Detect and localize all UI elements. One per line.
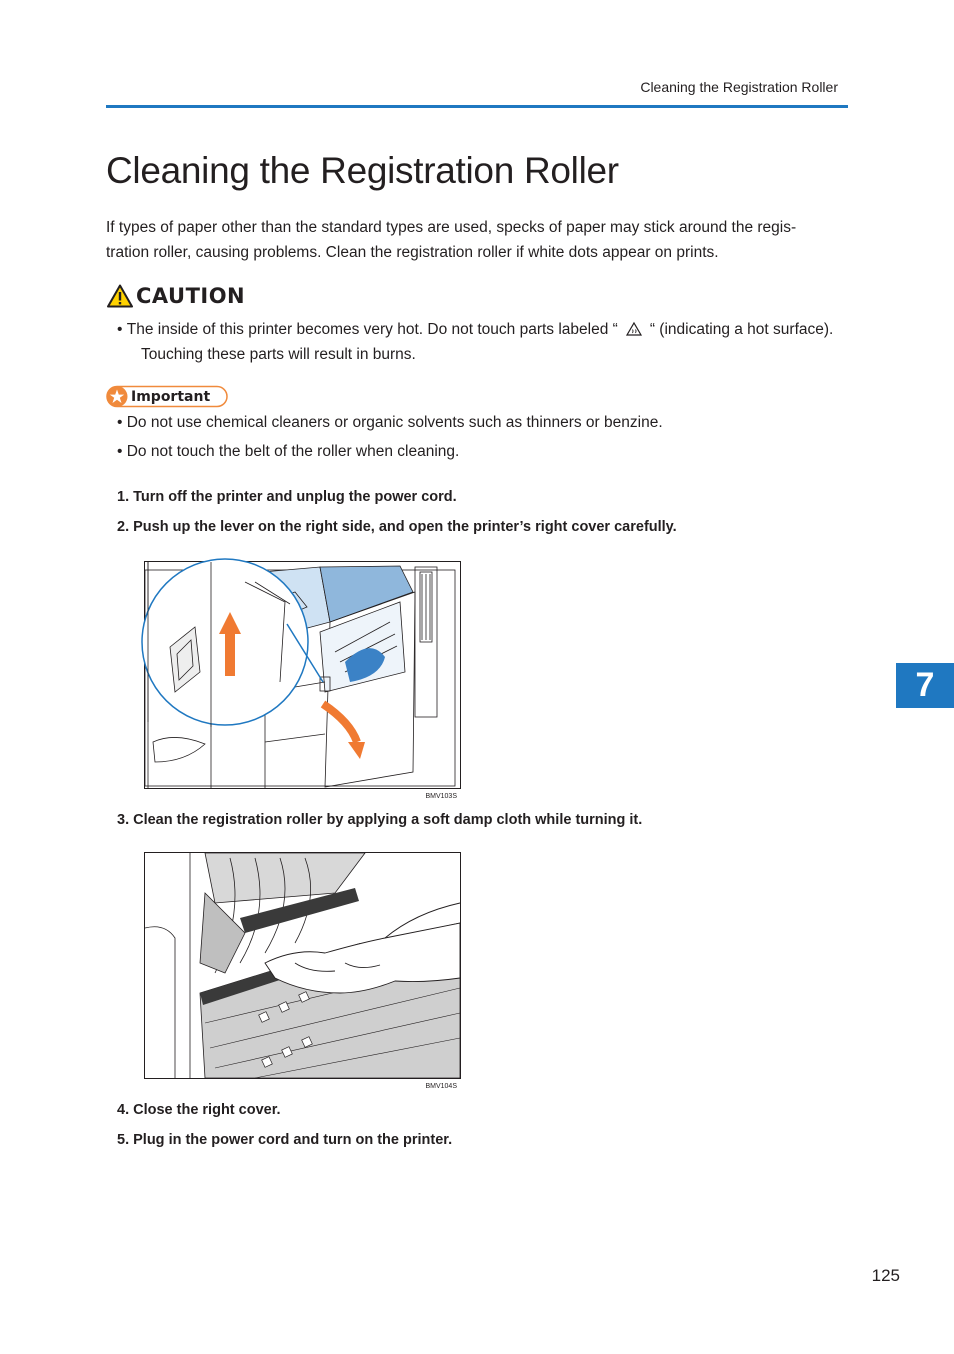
intro-line-1: If types of paper other than the standard types are used, specks of paper may stick around the regis- <box>106 219 797 236</box>
figure-clean-roller <box>144 852 461 1090</box>
step-4: 4. Close the right cover. <box>117 1102 281 1118</box>
important-item: • Do not use chemical cleaners or organic solvents such as thinners or benzine. <box>117 414 663 431</box>
running-head: Cleaning the Registration Roller <box>640 79 838 95</box>
chapter-tab: 7 <box>896 663 954 708</box>
figure-open-cover <box>144 561 461 800</box>
important-badge-frame <box>106 385 228 408</box>
page-title: Cleaning the Registration Roller <box>106 150 619 191</box>
figure-code: BMV103S <box>425 793 457 800</box>
caution-label: CAUTION <box>136 284 246 308</box>
caution-heading <box>107 283 245 309</box>
caution-text-start: The inside of this printer becomes very hot. Do not touch parts labeled “ <box>126 321 618 338</box>
intro-line-2: tration roller, causing problems. Clean the registration roller if white dots appear on prints. <box>106 244 719 261</box>
important-list <box>117 414 663 472</box>
header-rule <box>106 105 848 108</box>
warning-triangle-icon <box>107 284 133 308</box>
page-number: 125 <box>871 1266 900 1285</box>
important-badge <box>106 385 228 408</box>
printer-illustration <box>145 562 460 788</box>
step-5: 5. Plug in the power cord and turn on the printer. <box>117 1132 453 1148</box>
caution-text-end: “ (indicating a hot surface). <box>649 321 834 338</box>
open-arrow-icon <box>323 704 365 759</box>
figure-code: BMV104S <box>425 1083 457 1090</box>
intro-paragraph <box>106 215 851 265</box>
important-item: • Do not touch the belt of the roller when cleaning. <box>117 443 460 460</box>
caution-text: • The inside of this printer becomes very hot. Do not touch parts labeled “ “ (indicating a hot surface). Touching these parts will result in burns. <box>117 317 897 367</box>
roller-illustration <box>145 853 460 1078</box>
caution-text-continued: Touching these parts will result in burns. <box>141 346 416 363</box>
important-label: Important <box>131 389 211 405</box>
step-1: 1. Turn off the printer and unplug the power cord. <box>117 489 457 505</box>
step-3: 3. Clean the registration roller by applying a soft damp cloth while turning it. <box>117 812 643 828</box>
hot-surface-icon <box>626 322 642 336</box>
step-2: 2. Push up the lever on the right side, and open the printer’s right cover carefully. <box>117 519 677 535</box>
